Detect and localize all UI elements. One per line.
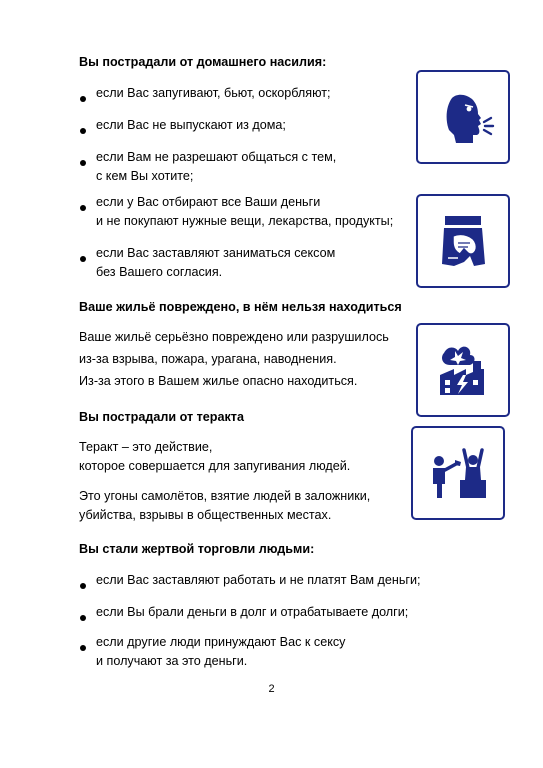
bullet bbox=[80, 128, 86, 134]
list-item-continuation: без Вашего согласия. bbox=[96, 265, 223, 279]
paragraph-line: Ваше жильё серьёзно повреждено или разрушилось bbox=[79, 330, 389, 344]
shouting-head-icon bbox=[416, 70, 510, 164]
paragraph-line: Теракт – это действие, bbox=[79, 440, 213, 454]
heading-human-trafficking: Вы стали жертвой торговли людьми: bbox=[79, 542, 315, 556]
paragraph-line: Из-за этого в Вашем жилье опасно находиться. bbox=[79, 374, 358, 388]
heading-domestic-violence: Вы пострадали от домашнего насилия: bbox=[79, 55, 327, 69]
page-number: 2 bbox=[268, 683, 275, 695]
list-item: если Вы брали деньги в долг и отрабатываете долги; bbox=[96, 605, 409, 619]
hand-on-pocket-icon bbox=[416, 194, 510, 288]
bullet bbox=[80, 256, 86, 262]
hostage-icon bbox=[411, 426, 505, 520]
list-item: если другие люди принуждают Вас к сексу bbox=[96, 635, 346, 649]
paragraph-line: из-за взрыва, пожара, урагана, наводнения. bbox=[79, 352, 337, 366]
list-item: если Вас запугивают, бьют, оскорбляют; bbox=[96, 86, 331, 100]
list-item: если Вам не разрешают общаться с тем, bbox=[96, 150, 337, 164]
list-item-continuation: и не покупают нужные вещи, лекарства, продукты; bbox=[96, 214, 394, 228]
paragraph-line: Это угоны самолётов, взятие людей в заложники, bbox=[79, 489, 371, 503]
paragraph-line: убийства, взрывы в общественных местах. bbox=[79, 508, 332, 522]
bullet bbox=[80, 583, 86, 589]
list-item-continuation: с кем Вы хотите; bbox=[96, 169, 194, 183]
damaged-building-icon bbox=[416, 323, 510, 417]
bullet bbox=[80, 645, 86, 651]
list-item-continuation: и получают за это деньги. bbox=[96, 654, 248, 668]
bullet bbox=[80, 96, 86, 102]
list-item: если Вас заставляют работать и не платят Вам деньги; bbox=[96, 573, 421, 587]
list-item: если у Вас отбирают все Ваши деньги bbox=[96, 195, 321, 209]
list-item: если Вас не выпускают из дома; bbox=[96, 118, 286, 132]
bullet bbox=[80, 615, 86, 621]
list-item: если Вас заставляют заниматься сексом bbox=[96, 246, 336, 260]
bullet bbox=[80, 160, 86, 166]
paragraph-line: которое совершается для запугивания людей. bbox=[79, 459, 351, 473]
heading-housing-damaged: Ваше жильё повреждено, в нём нельзя находиться bbox=[79, 300, 402, 314]
bullet bbox=[80, 205, 86, 211]
heading-terror-attack: Вы пострадали от теракта bbox=[79, 410, 244, 424]
